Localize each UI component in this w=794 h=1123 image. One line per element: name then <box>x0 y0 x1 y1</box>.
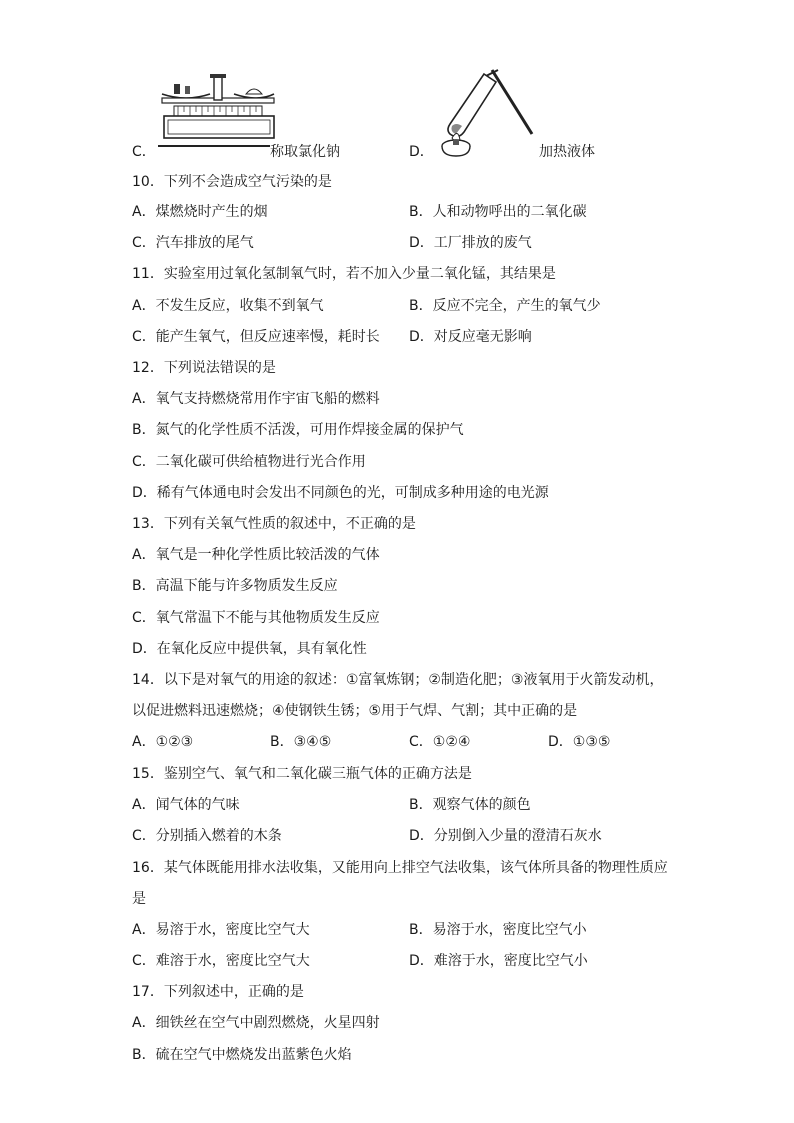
heating-test-tube-illustration <box>436 66 536 158</box>
option-c-letter: C． <box>132 144 156 160</box>
option-d: D．在氧化反应中提供氧，具有氧化性 <box>132 641 367 657</box>
question-stem: 15．鉴别空气、氧气和二氧化碳三瓶气体的正确方法是 <box>132 766 472 782</box>
option-b: B．反应不完全，产生的氧气少 <box>409 298 601 314</box>
option-b: B．观察气体的颜色 <box>409 797 531 813</box>
option-d: D．稀有气体通电时会发出不同颜色的光，可制成多种用途的电光源 <box>132 485 549 501</box>
question-stem: 12．下列说法错误的是 <box>132 360 276 376</box>
question-stem-continued: 以促进燃料迅速燃烧；④使钢铁生锈；⑤用于气焊、气割；其中正确的是 <box>132 703 578 719</box>
option-c: C．①②④ <box>409 734 471 750</box>
option-c: C．分别插入燃着的木条 <box>132 828 282 844</box>
option-d: D．分别倒入少量的澄清石灰水 <box>409 828 602 844</box>
question-stem: 17．下列叙述中，正确的是 <box>132 984 304 1000</box>
option-d: D．难溶于水，密度比空气小 <box>409 953 588 969</box>
question-stem: 13．下列有关氧气性质的叙述中，不正确的是 <box>132 516 416 532</box>
option-c: C．难溶于水，密度比空气大 <box>132 953 310 969</box>
option-d-caption: 加热液体 <box>539 144 595 160</box>
option-d: D．对反应毫无影响 <box>409 329 532 345</box>
question-stem: 10．下列不会造成空气污染的是 <box>132 174 332 190</box>
option-a: A．易溶于水，密度比空气大 <box>132 922 310 938</box>
option-a: A．细铁丝在空气中剧烈燃烧，火星四射 <box>132 1015 380 1031</box>
question-stem-continued: 是 <box>132 891 146 907</box>
option-c: C．能产生氧气，但反应速率慢，耗时长 <box>132 329 380 345</box>
option-d: D．工厂排放的废气 <box>409 235 532 251</box>
question-stem: 11．实验室用过氧化氢制氧气时，若不加入少量二氧化锰，其结果是 <box>132 266 556 282</box>
option-c: C．汽车排放的尾气 <box>132 235 254 251</box>
option-c-caption: 称取氯化钠 <box>270 144 340 160</box>
question-stem: 16．某气体既能用排水法收集，又能用向上排空气法收集，该气体所具备的物理性质应 <box>132 860 668 876</box>
option-b: B．人和动物呼出的二氧化碳 <box>409 204 587 220</box>
option-a: A．闻气体的气味 <box>132 797 240 813</box>
option-b: B．硫在空气中燃烧发出蓝紫色火焰 <box>132 1047 352 1063</box>
question-stem: 14．以下是对氧气的用途的叙述：①富氧炼钢；②制造化肥；③液氧用于火箭发动机， <box>132 672 664 688</box>
option-a: A．煤燃烧时产生的烟 <box>132 204 268 220</box>
option-a: A．氧气是一种化学性质比较活泼的气体 <box>132 547 380 563</box>
option-a: A．不发生反应，收集不到氧气 <box>132 298 324 314</box>
option-c: C．二氧化碳可供给植物进行光合作用 <box>132 454 366 470</box>
option-a: A．①②③ <box>132 734 194 750</box>
option-d: D．①③⑤ <box>548 734 611 750</box>
option-b: B．易溶于水，密度比空气小 <box>409 922 587 938</box>
balance-illustration <box>158 72 278 148</box>
option-b: B．氮气的化学性质不活泼，可用作焊接金属的保护气 <box>132 422 464 438</box>
option-a: A．氧气支持燃烧常用作宇宙飞船的燃料 <box>132 391 380 407</box>
option-b: B．③④⑤ <box>270 734 332 750</box>
option-c: C．氧气常温下不能与其他物质发生反应 <box>132 610 380 626</box>
option-d-letter: D． <box>409 144 434 160</box>
option-b: B．高温下能与许多物质发生反应 <box>132 578 338 594</box>
